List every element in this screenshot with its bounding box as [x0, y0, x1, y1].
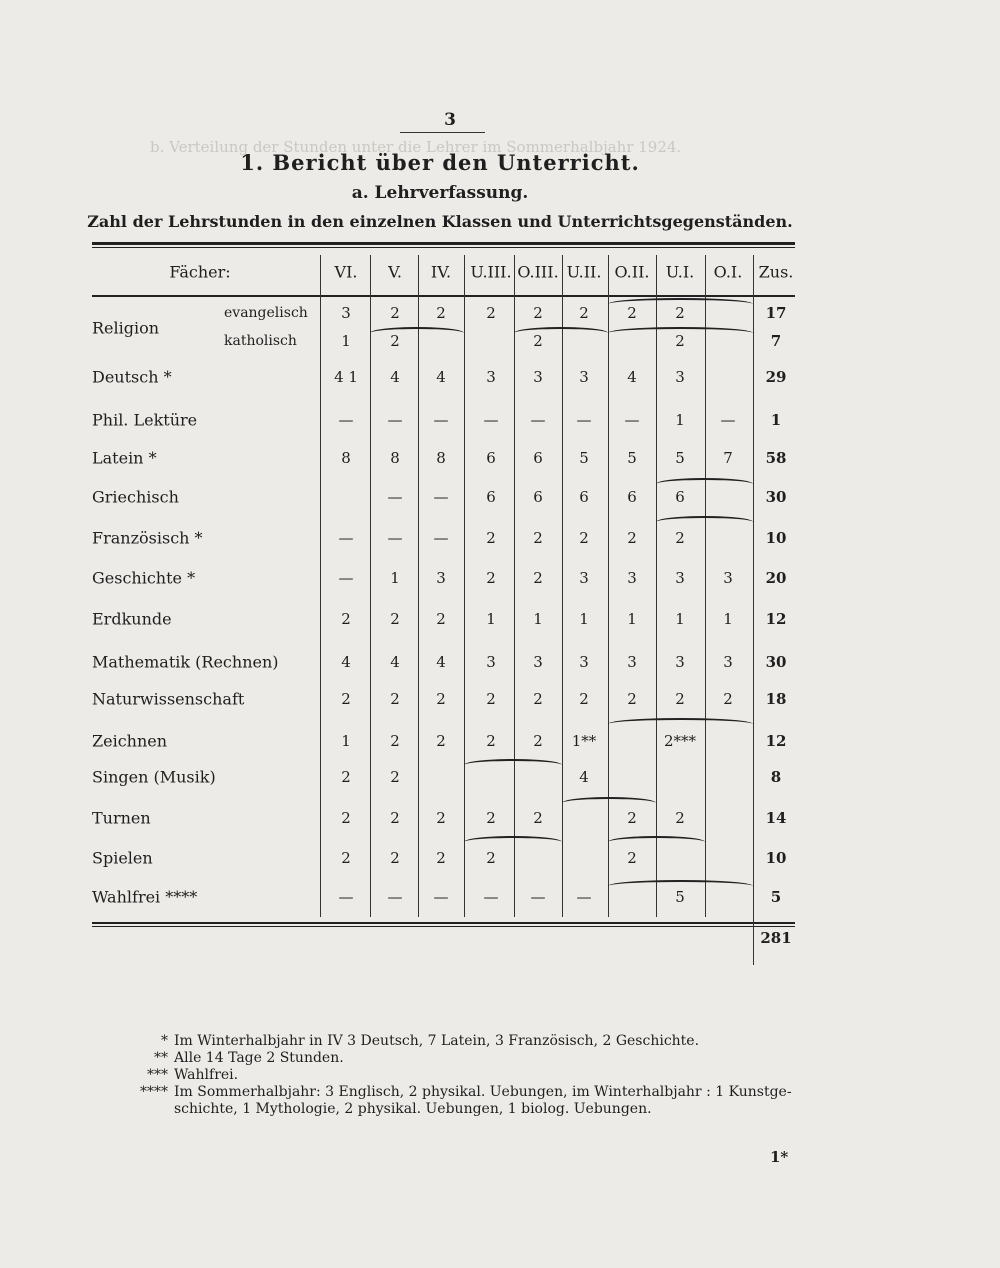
- table-cell: 2: [341, 809, 351, 827]
- table-cell: 2: [675, 332, 685, 350]
- table-cell: —: [576, 888, 592, 906]
- column-separator: [656, 255, 657, 917]
- table-cell: 2: [533, 569, 543, 587]
- row-label: Französisch *: [92, 528, 203, 548]
- column-separator: [464, 255, 465, 917]
- class-column-header: O.II.: [614, 262, 650, 282]
- row-label: Singen (Musik): [92, 767, 216, 787]
- table-cell: 2: [627, 690, 637, 708]
- table-cell: 2: [533, 529, 543, 547]
- table-cell: —: [624, 411, 640, 429]
- table-cell: 2: [723, 690, 733, 708]
- table-cell: 2: [675, 529, 685, 547]
- table-cell: 2: [627, 849, 637, 867]
- table-cell: 2: [390, 610, 400, 628]
- row-total: 1: [770, 411, 782, 429]
- combined-classes-brace: [608, 718, 753, 730]
- table-cell: —: [576, 411, 592, 429]
- combined-classes-brace: [464, 759, 562, 771]
- combined-classes-brace: [562, 797, 656, 809]
- class-column-header: U.III.: [470, 262, 512, 282]
- table-cell: 2: [390, 768, 400, 786]
- row-total: 10: [765, 849, 787, 867]
- table-cell: 2: [390, 809, 400, 827]
- table-cell: 2: [486, 304, 496, 322]
- row-label: Zeichnen: [92, 731, 168, 751]
- column-separator: [705, 255, 706, 917]
- row-label: Wahlfrei ****: [92, 887, 198, 907]
- table-cell: 5: [675, 449, 685, 467]
- table-cell: 6: [627, 488, 637, 506]
- row-label: katholisch: [224, 333, 297, 349]
- footnote-mark: *: [161, 1033, 168, 1049]
- table-cell: 4: [627, 368, 637, 386]
- table-cell: 6: [486, 449, 496, 467]
- table-cell: 3: [723, 653, 733, 671]
- column-separator: [418, 255, 419, 917]
- column-separator: [320, 255, 321, 917]
- table-cell: —: [387, 488, 403, 506]
- table-cell: 1: [533, 610, 543, 628]
- combined-classes-brace: [608, 327, 753, 339]
- table-cell: 1: [627, 610, 637, 628]
- table-cell: 2: [390, 304, 400, 322]
- table-cell: 2: [436, 849, 446, 867]
- table-cell: 2: [533, 732, 543, 750]
- row-total: 30: [765, 653, 787, 671]
- footnote-text: Alle 14 Tage 2 Stunden.: [174, 1050, 344, 1066]
- row-total: 58: [765, 449, 787, 467]
- table-cell: 3: [436, 569, 446, 587]
- table-cell: 5: [579, 449, 589, 467]
- table-cell: 4: [579, 768, 589, 786]
- table-cell: 2: [436, 304, 446, 322]
- combined-classes-brace: [514, 327, 608, 339]
- table-cell: 2: [627, 529, 637, 547]
- row-label: Latein *: [92, 448, 157, 468]
- table-cell: —: [433, 488, 449, 506]
- table-cell: 2: [390, 732, 400, 750]
- row-label: evangelisch: [224, 305, 308, 321]
- footnote-mark: **: [154, 1050, 168, 1066]
- table-top-rule: [92, 242, 795, 245]
- table-cell: 2: [486, 732, 496, 750]
- table-cell: 2: [533, 809, 543, 827]
- row-label: Erdkunde: [92, 609, 172, 629]
- combined-classes-brace: [370, 327, 464, 339]
- table-cell: 2: [579, 690, 589, 708]
- row-total: 18: [765, 690, 787, 708]
- table-cell: 2: [675, 809, 685, 827]
- table-cell: 2: [486, 529, 496, 547]
- row-label: Mathematik (Rechnen): [92, 652, 279, 672]
- table-cell: 2: [436, 809, 446, 827]
- table-cell: 2: [579, 529, 589, 547]
- footnote-line: [110, 1067, 238, 1083]
- row-label-religion: Religion: [92, 318, 160, 338]
- table-cell: 2: [486, 849, 496, 867]
- row-total: 8: [770, 768, 782, 786]
- table-cell: 2: [486, 809, 496, 827]
- footnote-line: [110, 1050, 344, 1066]
- table-cell: —: [338, 888, 354, 906]
- table-cell: 2: [390, 332, 400, 350]
- row-total: 29: [765, 368, 787, 386]
- table-cell: 3: [627, 653, 637, 671]
- page-number: 3: [444, 110, 456, 130]
- table-cell: 4: [436, 368, 446, 386]
- footnote-text: schichte, 1 Mythologie, 2 physikal. Uebungen, 1 biolog. Uebungen.: [174, 1101, 652, 1117]
- row-total: 10: [765, 529, 787, 547]
- table-caption: Zahl der Lehrstunden in den einzelnen Klassen und Unterrichtsgegenständen.: [87, 212, 793, 231]
- table-cell: 2: [627, 304, 637, 322]
- table-cell: 2: [341, 690, 351, 708]
- table-cell: —: [433, 888, 449, 906]
- table-cell: 2: [486, 569, 496, 587]
- total-column-header: Zus.: [758, 262, 794, 282]
- table-cell: 3: [675, 653, 685, 671]
- combined-classes-brace: [608, 298, 753, 310]
- table-cell: 3: [486, 653, 496, 671]
- table-cell: 3: [533, 368, 543, 386]
- footnote-text: Im Sommerhalbjahr: 3 Englisch, 2 physikal. Uebungen, im Winterhalbjahr : 1 Kunstge-: [174, 1084, 792, 1100]
- table-cell: 2: [390, 690, 400, 708]
- table-cell: 1: [723, 610, 733, 628]
- table-cell: —: [530, 411, 546, 429]
- combined-classes-brace: [464, 836, 562, 848]
- table-cell: 2: [341, 849, 351, 867]
- grand-total: 281: [760, 929, 792, 947]
- table-cell: —: [433, 411, 449, 429]
- table-cell: 2: [627, 809, 637, 827]
- row-total: 30: [765, 488, 787, 506]
- table-cell: 3: [627, 569, 637, 587]
- footnote-text: Im Winterhalbjahr in IV 3 Deutsch, 7 Latein, 3 Französisch, 2 Geschichte.: [174, 1033, 700, 1049]
- column-separator: [562, 255, 563, 917]
- table-cell: 2: [390, 849, 400, 867]
- section-subtitle: a. Lehrverfassung.: [351, 183, 529, 203]
- header-bottom-rule: [92, 295, 795, 297]
- table-cell: 2: [436, 610, 446, 628]
- table-cell: —: [720, 411, 736, 429]
- table-cell: 3: [579, 569, 589, 587]
- row-label: Naturwissenschaft: [92, 689, 245, 709]
- page-title: 1. Bericht über den Unterricht.: [240, 150, 640, 175]
- table-cell: —: [338, 411, 354, 429]
- table-bottom-rule: [92, 922, 795, 924]
- table-cell: 1: [341, 732, 351, 750]
- footnote-text: Wahlfrei.: [174, 1067, 239, 1083]
- combined-classes-brace: [608, 880, 753, 892]
- row-label: Phil. Lektüre: [92, 410, 198, 430]
- table-cell: 2: [436, 732, 446, 750]
- table-cell: 5: [627, 449, 637, 467]
- footnote-mark: ***: [147, 1067, 168, 1083]
- class-column-header: O.III.: [517, 262, 559, 282]
- table-cell: 1: [675, 411, 685, 429]
- footnote-line: [110, 1101, 652, 1117]
- row-label: Geschichte *: [92, 568, 196, 588]
- combined-classes-brace: [656, 516, 753, 528]
- table-cell: 3: [341, 304, 351, 322]
- page-number-rule: [400, 132, 485, 133]
- combined-classes-brace: [608, 836, 705, 848]
- row-total: 12: [765, 610, 787, 628]
- table-cell: 1: [341, 332, 351, 350]
- table-cell: 2: [675, 304, 685, 322]
- footnote-mark: ****: [140, 1084, 168, 1100]
- table-cell: 6: [579, 488, 589, 506]
- table-cell: 8: [341, 449, 351, 467]
- table-cell: 3: [486, 368, 496, 386]
- table-cell: 3: [675, 569, 685, 587]
- subject-column-header: Fächer:: [169, 262, 231, 282]
- row-label: Turnen: [92, 808, 151, 828]
- table-cell: 2: [579, 304, 589, 322]
- table-cell: —: [483, 411, 499, 429]
- table-cell: 3: [533, 653, 543, 671]
- table-cell: —: [338, 529, 354, 547]
- table-cell: 2: [675, 690, 685, 708]
- table-cell: —: [387, 888, 403, 906]
- table-cell: 4: [436, 653, 446, 671]
- table-cell: 4: [341, 653, 351, 671]
- footnote-line: [110, 1084, 792, 1100]
- row-total: 5: [770, 888, 782, 906]
- column-separator: [608, 255, 609, 917]
- table-cell: —: [387, 529, 403, 547]
- table-cell: 2: [341, 768, 351, 786]
- table-cell: 6: [533, 449, 543, 467]
- table-cell: 3: [579, 653, 589, 671]
- row-total: 20: [765, 569, 787, 587]
- row-total: 12: [765, 732, 787, 750]
- table-cell: 4: [390, 653, 400, 671]
- column-separator: [370, 255, 371, 917]
- class-column-header: U.I.: [665, 262, 695, 282]
- table-cell: 5: [675, 888, 685, 906]
- combined-classes-brace: [656, 478, 753, 490]
- row-total: 14: [765, 809, 787, 827]
- row-label: Deutsch *: [92, 367, 172, 387]
- table-cell: 2: [533, 304, 543, 322]
- class-column-header: U.II.: [566, 262, 602, 282]
- table-cell: —: [433, 529, 449, 547]
- table-cell: 1: [579, 610, 589, 628]
- table-cell: 2: [486, 690, 496, 708]
- table-cell: —: [530, 888, 546, 906]
- table-cell: —: [387, 411, 403, 429]
- table-cell: 4: [390, 368, 400, 386]
- table-cell: 8: [390, 449, 400, 467]
- table-cell: 1: [390, 569, 400, 587]
- table-cell: 4 1: [334, 368, 358, 386]
- table-cell: 3: [675, 368, 685, 386]
- table-cell: 3: [579, 368, 589, 386]
- table-cell: 6: [486, 488, 496, 506]
- class-column-header: O.I.: [713, 262, 743, 282]
- footnote-line: [110, 1033, 699, 1049]
- table-cell: 2: [533, 690, 543, 708]
- table-cell: 2: [533, 332, 543, 350]
- table-cell: 2: [341, 610, 351, 628]
- class-column-header: V.: [388, 262, 402, 282]
- signature-mark: 1*: [770, 1148, 789, 1166]
- table-cell: 6: [675, 488, 685, 506]
- table-bottom-rule-thin: [92, 926, 795, 927]
- row-total: 7: [770, 332, 782, 350]
- column-separator: [753, 255, 754, 965]
- column-separator: [514, 255, 515, 917]
- row-label: Spielen: [92, 848, 153, 868]
- row-label: Griechisch: [92, 487, 179, 507]
- class-column-header: IV.: [430, 262, 452, 282]
- row-total: 17: [765, 304, 787, 322]
- table-cell: —: [483, 888, 499, 906]
- table-cell: 3: [723, 569, 733, 587]
- table-cell: 7: [723, 449, 733, 467]
- table-cell: —: [338, 569, 354, 587]
- bleed-through-mark: b. Verteilung der Stunden unter die Lehrer im Sommerhalbjahr 1924.: [150, 138, 682, 156]
- class-column-header: VI.: [334, 262, 358, 282]
- table-top-rule-thin: [92, 247, 795, 248]
- table-cell: 6: [533, 488, 543, 506]
- table-cell: 8: [436, 449, 446, 467]
- table-cell: 1**: [571, 732, 597, 750]
- table-cell: 2***: [663, 732, 697, 750]
- table-cell: 2: [436, 690, 446, 708]
- table-cell: 1: [486, 610, 496, 628]
- table-cell: 1: [675, 610, 685, 628]
